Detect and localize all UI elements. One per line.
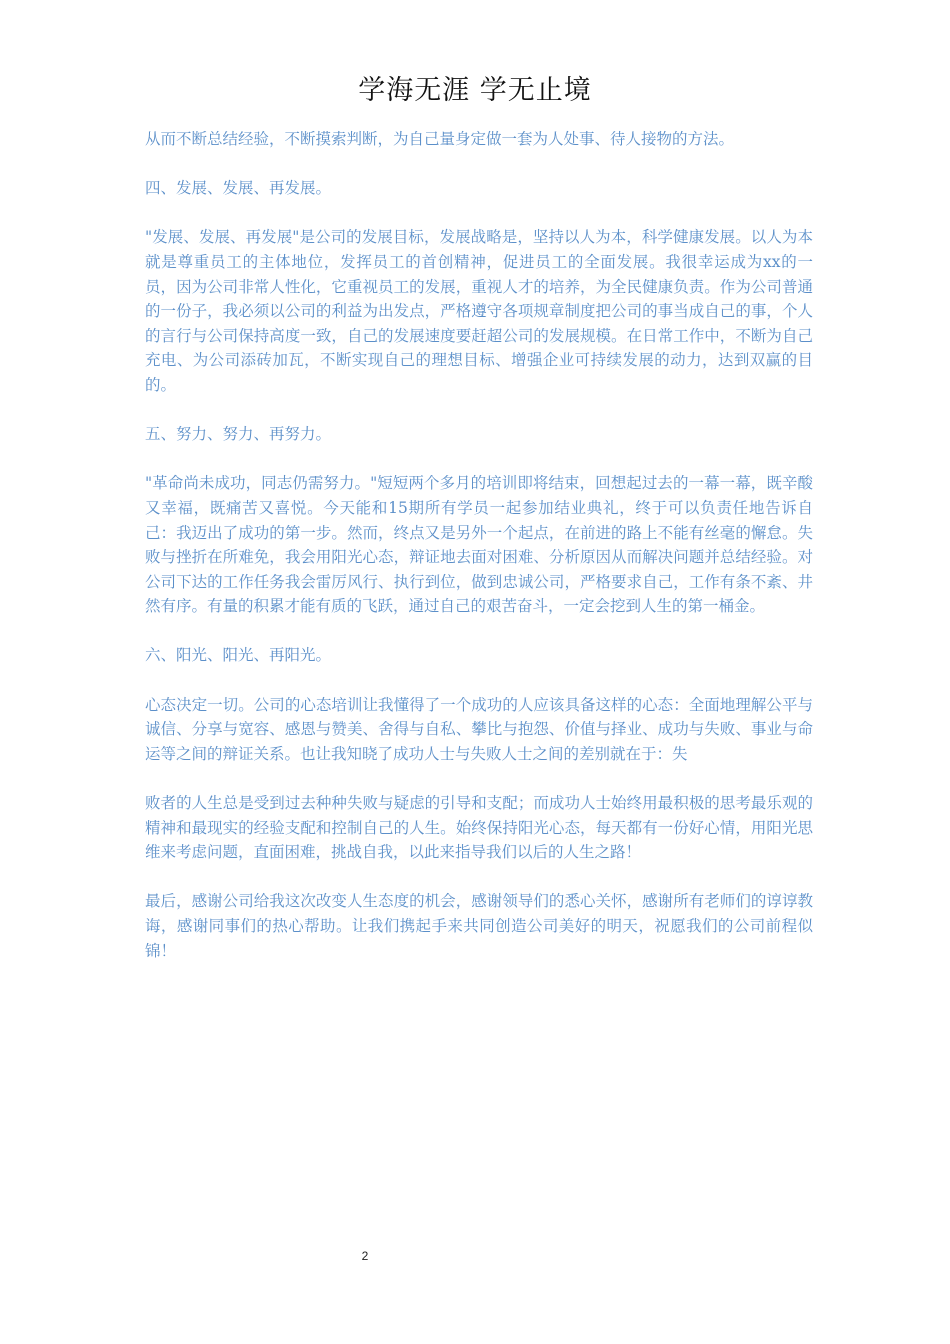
paragraph: "发展、发展、再发展"是公司的发展目标，发展战略是，坚持以人为本，科学健康发展。以人为本就是尊重员工的主体地位，发挥员工的首创精神，促进员工的全面发展。我很幸运成为xx的一员，因为公司非常人性化，它重视员工的发展，重视人才的培养，为全民健康负责。作为公司普通的一份子，我必须以公司的利益为出发点，严格遵守各项规章制度把公司的事当成自己的事，个人的言行与公司保持高度一致，自己的发展速度要赶超公司的发展规模。在日常工作中，不断为自己充电、为公司添砖加瓦，不断实现自己的理想目标、增强企业可持续发展的动力，达到双赢的目的。 [145, 228, 813, 394]
paragraph: 最后，感谢公司给我这次改变人生态度的机会，感谢领导们的悉心关怀，感谢所有老师们的谆谆教诲，感谢同事们的热心帮助。让我们携起手来共同创造公司美好的明天，祝愿我们的公司前程似锦！ [145, 892, 813, 960]
paragraph: 从而不断总结经验，不断摸索判断，为自己量身定做一套为人处事、待人接物的方法。 [145, 130, 735, 148]
page-number: 2 [361, 1249, 369, 1263]
document-body [145, 127, 813, 988]
section-heading: 五、努力、努力、再努力。 [145, 425, 332, 444]
paragraph: 心态决定一切。公司的心态培训让我懂得了一个成功的人应该具备这样的心态：全面地理解公平与诚信、分享与宽容、感恩与赞美、舍得与自私、攀比与抱怨、价值与择业、成功与失败、事业与命运等之间的辩证关系。也让我知晓了成功人士与失败人士之间的差别就在于：失 [145, 695, 813, 763]
section-heading: 四、发展、发展、再发展。 [145, 179, 332, 198]
paragraph: 败者的人生总是受到过去种种失败与疑虑的引导和支配；而成功人士始终用最积极的思考最乐观的精神和最现实的经验支配和控制自己的人生。始终保持阳光心态，每天都有一份好心情，用阳光思维来考虑问题，直面困难，挑战自我，以此来指导我们以后的人生之路！ [145, 794, 813, 862]
paragraph: "革命尚未成功，同志仍需努力。"短短两个多月的培训即将结束，回想起过去的一幕一幕，既辛酸又幸福，既痛苦又喜悦。今天能和15期所有学员一起参加结业典礼，终于可以负责任地告诉自己：我迈出了成功的第一步。然而，终点又是另外一个起点，在前进的路上不能有丝毫的懈怠。失败与挫折在所难免，我会用阳光心态，辩证地去面对困难、分析原因从而解决问题并总结经验。对公司下达的工作任务我会雷厉风行、执行到位，做到忠诚公司，严格要求自己，工作有条不紊、井然有序。有量的积累才能有质的飞跃，通过自己的艰苦奋斗，一定会挖到人生的第一桶金。 [145, 474, 813, 616]
section-heading: 六、阳光、阳光、再阳光。 [145, 646, 332, 665]
page-header-title: 学海无涯 学无止境 [358, 75, 592, 106]
